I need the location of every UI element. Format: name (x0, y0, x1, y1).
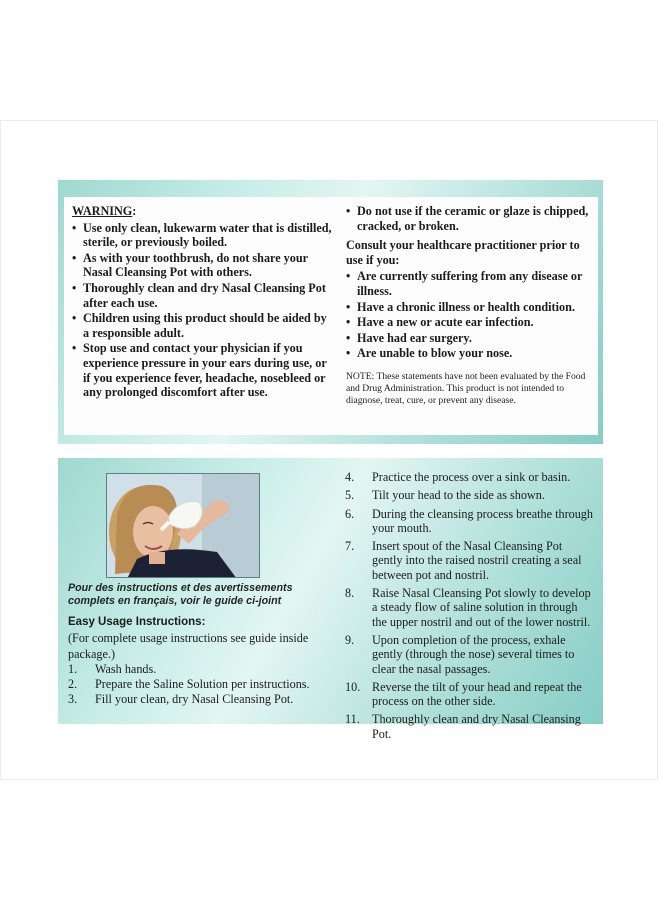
consult-item: • Are unable to blow your nose. (346, 346, 594, 361)
step-item (68, 692, 343, 707)
step-number: 11. (345, 712, 360, 727)
step-item (345, 470, 595, 484)
step-text: Practice the process over a sink or basin. (372, 470, 571, 484)
step-item (345, 507, 595, 536)
consult-item: • Have a new or acute ear infection. (346, 315, 594, 330)
usage-subtitle: (For complete usage instructions see guide inside package.) (68, 631, 309, 661)
usage-title: Easy Usage Instructions: (68, 616, 206, 628)
warning-item: • Use only clean, lukewarm water that is distilled, sterile, or previously boiled. (72, 221, 334, 250)
step-number: 2. (68, 677, 78, 692)
step-number: 7. (345, 539, 355, 554)
step-item (345, 633, 595, 676)
warning-left-column (72, 204, 334, 401)
warning-title: WARNING: (72, 204, 137, 218)
step-text: Wash hands. (95, 661, 157, 676)
step-text: Raise Nasal Cleansing Pot slowly to develop a steady flow of saline solution in through the upper nostril and out of the lower nostril. (372, 586, 591, 629)
step-text: Prepare the Saline Solution per instructions. (95, 677, 310, 692)
step-text: Tilt your head to the side as shown. (372, 488, 545, 503)
french-note: Pour des instructions et des avertissements complets en français, voir le guide ci-joint (68, 582, 293, 607)
fda-note: NOTE: These statements have not been evaluated by the Food and Drug Administration. This product is not intended to diagnose, treat, cure, or prevent any disease. (346, 370, 586, 406)
warning-box (64, 197, 598, 435)
step-item (345, 488, 595, 502)
step-item (345, 586, 595, 629)
step-number: 6. (345, 506, 355, 521)
warning-item: • Stop use and contact your physician if you experience pressure in your ears during use, or if you experience fever, headache, nosebleed or any prolonged discomfort after use. (72, 341, 334, 399)
step-number: 9. (345, 632, 355, 647)
usage-section (68, 615, 343, 708)
step-item (68, 677, 343, 692)
step-number: 4. (345, 470, 355, 484)
step-number: 3. (68, 692, 78, 707)
consult-item: • Are currently suffering from any disease or illness. (346, 269, 594, 298)
warning-item: • Children using this product should be aided by a responsible adult. (72, 311, 334, 340)
steps-list-right (345, 470, 595, 745)
warning-right-column (346, 204, 594, 407)
consult-item: • Have had ear surgery. (346, 331, 594, 346)
step-text: Reverse the tilt of your head and repeat the process on the other side. (372, 679, 582, 709)
step-text: Fill your clean, dry Nasal Cleansing Pot. (95, 692, 294, 707)
step-number: 5. (345, 488, 355, 503)
instructions-panel (58, 458, 603, 741)
step-number: 10. (345, 679, 361, 694)
step-text: Upon completion of the process, exhale gently (through the nose) several times to clear the nasal passages. (372, 632, 575, 676)
warning-panel (58, 180, 603, 444)
step-text: Thoroughly clean and dry Nasal Cleansing Pot. (372, 712, 581, 741)
warning-item: • As with your toothbrush, do not share your Nasal Cleansing Pot with others. (72, 251, 334, 280)
consult-list (346, 269, 594, 361)
woman-using-neti-pot-photo (106, 473, 260, 578)
step-item (345, 712, 595, 741)
step-number: 1. (68, 661, 78, 676)
warning-item: • Do not use if the ceramic or glaze is chipped, cracked, or broken. (346, 204, 594, 233)
step-text: Insert spout of the Nasal Cleansing Pot gently into the raised nostril creating a seal between pot and nostril. (372, 539, 582, 582)
step-item (345, 539, 595, 582)
step-item (345, 680, 595, 709)
step-text: During the cleansing process breathe through your mouth. (372, 506, 593, 535)
warning-list (72, 221, 334, 400)
photo-illustration (107, 474, 260, 578)
warning-item: • Thoroughly clean and dry Nasal Cleansing Pot after each use. (72, 281, 334, 310)
warning-list-right (346, 204, 594, 233)
steps-list-left (68, 662, 343, 708)
step-number: 8. (345, 586, 355, 601)
step-item (68, 662, 343, 677)
consult-item: • Have a chronic illness or health condition. (346, 300, 594, 315)
consult-text: Consult your healthcare practitioner prior to use if you: (346, 238, 580, 267)
